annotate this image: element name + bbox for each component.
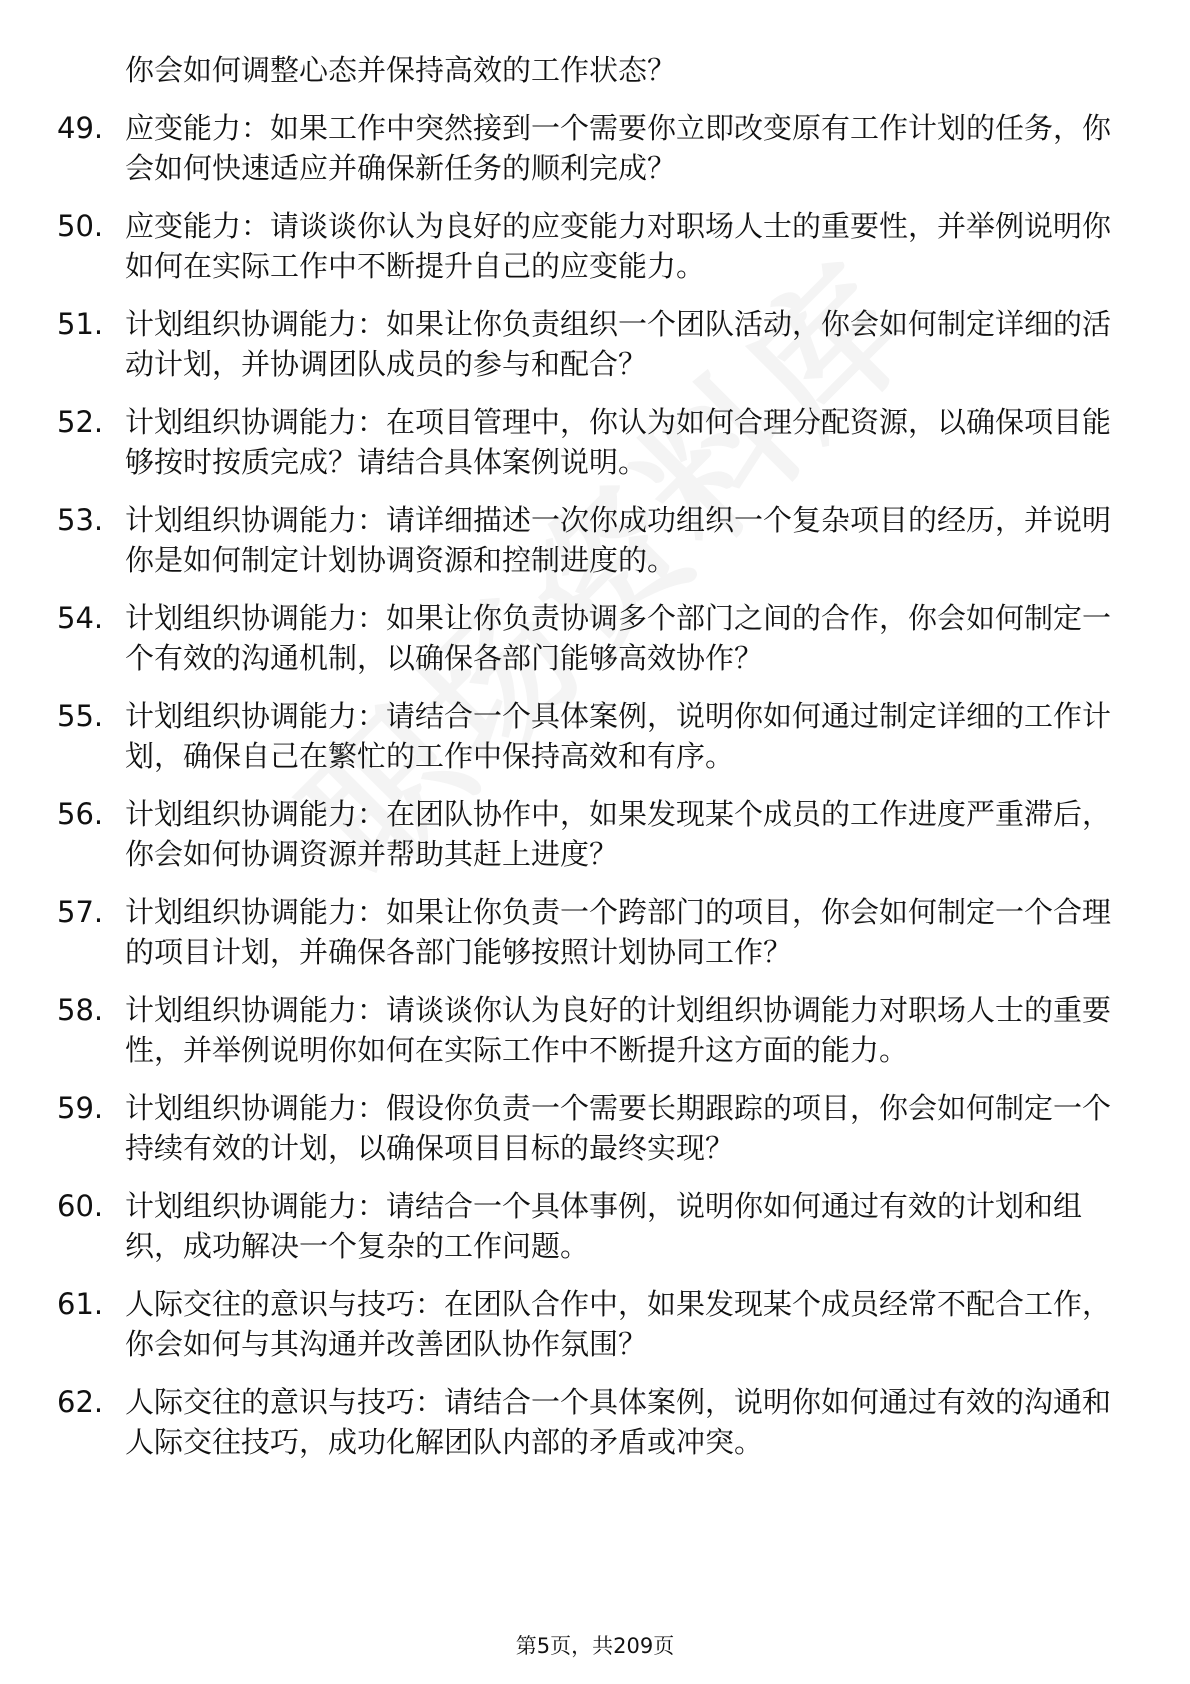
list-item	[57, 1186, 1137, 1266]
item-text: 计划组织协调能力：如果让你负责组织一个团队活动，你会如何制定详细的活动计划，并协调团队成员的参与和配合？	[125, 307, 1112, 381]
list-item	[57, 206, 1137, 286]
item-text: 应变能力：如果工作中突然接到一个需要你立即改变原有工作计划的任务，你会如何快速适应并确保新任务的顺利完成？	[125, 111, 1112, 185]
list-item	[57, 500, 1137, 580]
item-text: 计划组织协调能力：在团队协作中，如果发现某个成员的工作进度严重滞后，你会如何协调资源并帮助其赶上进度？	[125, 797, 1112, 871]
item-text: 计划组织协调能力：请谈谈你认为良好的计划组织协调能力对职场人士的重要性，并举例说明你如何在实际工作中不断提升这方面的能力。	[125, 993, 1112, 1067]
item-number: 60.	[57, 1189, 104, 1223]
continued-question-text: 你会如何调整心态并保持高效的工作状态？	[125, 53, 677, 87]
list-item	[57, 1284, 1137, 1364]
item-number: 61.	[57, 1287, 104, 1321]
item-text: 计划组织协调能力：如果让你负责协调多个部门之间的合作，你会如何制定一个有效的沟通机制，以确保各部门能够高效协作？	[125, 601, 1112, 675]
item-text: 应变能力：请谈谈你认为良好的应变能力对职场人士的重要性，并举例说明你如何在实际工作中不断提升自己的应变能力。	[125, 209, 1112, 283]
item-text: 计划组织协调能力：请详细描述一次你成功组织一个复杂项目的经历，并说明你是如何制定计划协调资源和控制进度的。	[125, 503, 1112, 577]
list-item	[57, 990, 1137, 1070]
item-number: 52.	[57, 405, 104, 439]
item-number: 49.	[57, 111, 104, 145]
item-text: 计划组织协调能力：如果让你负责一个跨部门的项目，你会如何制定一个合理的项目计划，并确保各部门能够按照计划协同工作？	[125, 895, 1112, 969]
list-item	[57, 598, 1137, 678]
item-number: 54.	[57, 601, 104, 635]
item-number: 56.	[57, 797, 104, 831]
page-number-footer: 第5页，共209页	[515, 1634, 675, 1658]
item-number: 62.	[57, 1385, 104, 1419]
list-item	[57, 108, 1137, 188]
question-list	[57, 50, 1137, 1480]
item-number: 59.	[57, 1091, 104, 1125]
item-number: 51.	[57, 307, 104, 341]
item-text: 计划组织协调能力：假设你负责一个需要长期跟踪的项目，你会如何制定一个持续有效的计划，以确保项目目标的最终实现？	[125, 1091, 1112, 1165]
list-item	[57, 402, 1137, 482]
item-text: 计划组织协调能力：请结合一个具体事例，说明你如何通过有效的计划和组织，成功解决一个复杂的工作问题。	[125, 1189, 1083, 1263]
item-number: 53.	[57, 503, 104, 537]
list-item	[57, 1088, 1137, 1168]
item-text: 计划组织协调能力：在项目管理中，你认为如何合理分配资源，以确保项目能够按时按质完成？请结合具体案例说明。	[125, 405, 1112, 479]
item-text: 人际交往的意识与技巧：在团队合作中，如果发现某个成员经常不配合工作，你会如何与其沟通并改善团队协作氛围？	[125, 1287, 1112, 1361]
list-item	[57, 892, 1137, 972]
item-number: 55.	[57, 699, 104, 733]
list-item	[57, 696, 1137, 776]
item-number: 57.	[57, 895, 104, 929]
item-number: 58.	[57, 993, 104, 1027]
list-item	[57, 304, 1137, 384]
item-number: 50.	[57, 209, 104, 243]
item-text: 人际交往的意识与技巧：请结合一个具体案例，说明你如何通过有效的沟通和人际交往技巧，成功化解团队内部的矛盾或冲突。	[125, 1385, 1112, 1459]
list-item	[57, 1382, 1137, 1462]
item-text: 计划组织协调能力：请结合一个具体案例，说明你如何通过制定详细的工作计划，确保自己在繁忙的工作中保持高效和有序。	[125, 699, 1112, 773]
list-item	[57, 794, 1137, 874]
